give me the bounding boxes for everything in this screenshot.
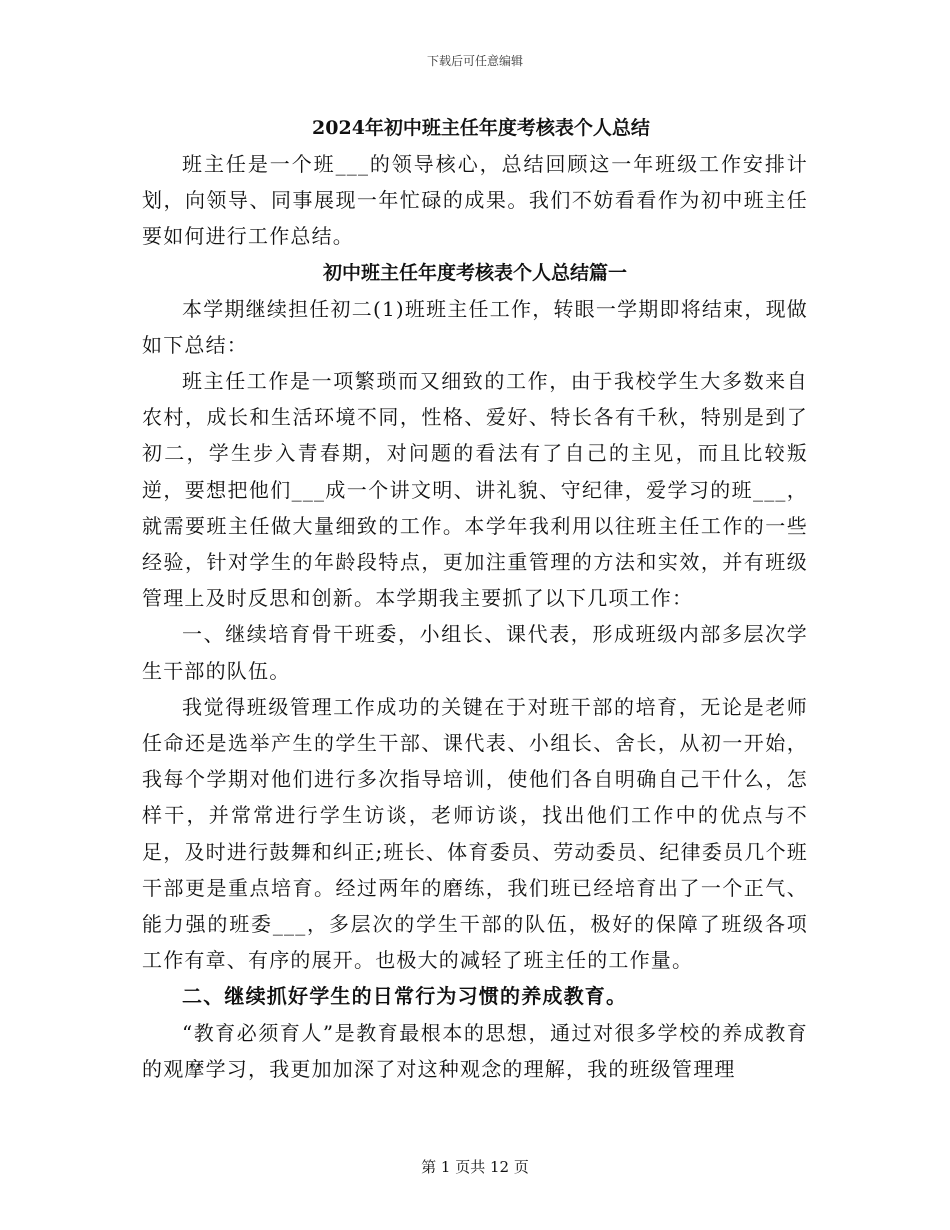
intro-paragraph: 班主任是一个班___的领导核心，总结回顾这一年班级工作安排计划，向领导、同事展现一年忙碌的成果。我们不妨看看作为初中班主任要如何进行工作总结。 (142, 152, 808, 249)
paragraph-4: 我觉得班级管理工作成功的关键在于对班干部的培育，无论是老师任命还是选举产生的学生干部、课代表、小组长、舍长，从初一开始，我每个学期对他们进行多次指导培训，使他们各自明确自己干什么，怎样干，并常常进行学生访谈，老师访谈，找出他们工作中的优点与不足，及时进行鼓舞和纠正;班长、体育委员、劳动委员、纪律委员几个班干部更是重点培育。经过两年的磨练，我们班已经培育出了一个正气、能力强的班委___，多层次的学生干部的队伍，极好的保障了班级各项工作有章、有序的展开。也极大的减轻了班主任的工作量。 (142, 694, 808, 973)
paragraph-2: 班主任工作是一项繁琐而又细致的工作，由于我校学生大多数来自农村，成长和生活环境不同，性格、爱好、特长各有千秋，特别是到了初二，学生步入青春期，对问题的看法有了自己的主见，而且比较叛逆，要想把他们___成一个讲文明、讲礼貌、守纪律，爱学习的班___，就需要班主任做大量细致的工作。本学年我利用以往班主任工作的一些经验，针对学生的年龄段特点，更加注重管理的方法和实效，并有班级管理上及时反思和创新。本学期我主要抓了以下几项工作： (142, 369, 808, 611)
section-title: 初中班主任年度考核表个人总结篇一 (322, 261, 627, 284)
paragraph-6: “教育必须育人”是教育最根本的思想，通过对很多学校的养成教育的观摩学习，我更加加深了对这种观念的理解，我的班级管理理 (142, 1020, 808, 1081)
page-header-note: 下载后可任意编辑 (426, 54, 523, 68)
paragraph-3: 一、继续培育骨干班委，小组长、课代表，形成班级内部多层次学生干部的队伍。 (142, 622, 808, 683)
document-title: 2024年初中班主任年度考核表个人总结 (312, 117, 650, 139)
paragraph-5-heading: 二、继续抓好学生的日常行为习惯的养成教育。 (182, 984, 628, 1009)
page-number: 第 1 页共 12 页 (421, 1158, 529, 1176)
paragraph-1: 本学期继续担任初二(1)班班主任工作，转眼一学期即将结束，现做如下总结： (142, 296, 808, 357)
document-body (142, 110, 808, 1087)
